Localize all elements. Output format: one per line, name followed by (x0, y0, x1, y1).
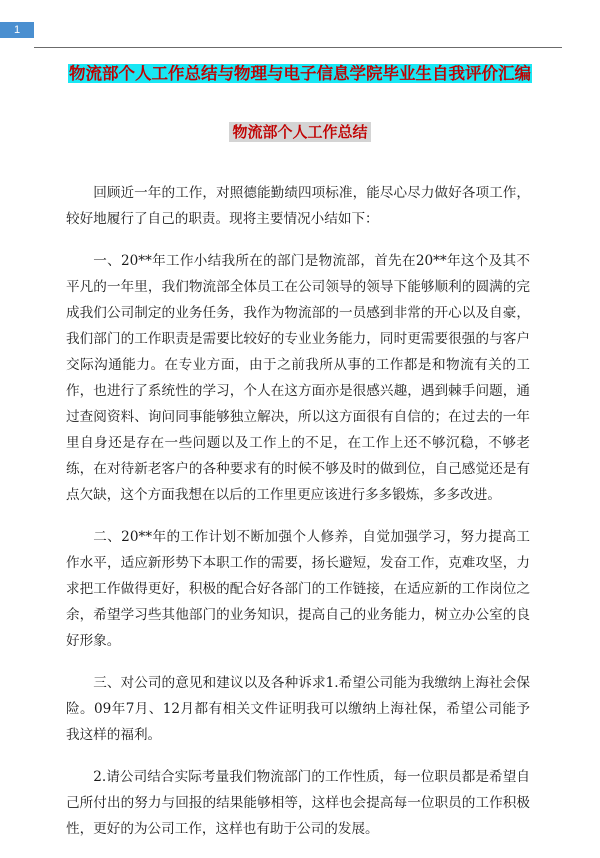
section-title (0, 122, 600, 142)
paragraph-plan: 二、20**年的工作计划不断加强个人修养，自觉加强学习，努力提高工作水平，适应新形势下本职工作的需要，扬长避短，发奋工作，克难攻坚，力求把工作做得更好，积极的配合好各部门的工作链接，在适应新的工作岗位之余，希望学习些其他部门的业务知识，提高自己的业务能力，树立办公室的良好形象。 (66, 529, 530, 649)
paragraph-summary: 一、20**年工作小结我所在的部门是物流部，首先在20**年这个及其不平凡的一年里，我们物流部全体员工在公司领导的领导下能够顺利的圆满的完成我们公司制定的业务任务，我作为物流部的一员感到非常的开心以及自豪，我们部门的工作职责是需要比较好的专业业务能力，同时更需要很强的与客户交际沟通能力。在专业方面，由于之前我所从事的工作都是和物流有关的工作，也进行了系统性的学习，个人在这方面亦是很感兴趣，遇到棘手问题，通过查阅资料、询问同事能够独立解决，所以这方面很有自信的；在过去的一年里自身还是存在一些问题以及工作上的不足，在工作上还不够沉稳，不够老练，在对待新老客户的各种要求有的时候不够及时的做到位，自己感觉还是有点欠缺，这个方面我想在以后的工作里更应该进行多多锻炼，多多改进。 (66, 253, 530, 503)
section-title-text: 物流部个人工作总结 (229, 122, 370, 142)
body-text (66, 180, 530, 858)
page-number-tab: 1 (0, 22, 34, 38)
paragraph-intro: 回顾近一年的工作，对照德能勤绩四项标准，能尽心尽力做好各项工作，较好地履行了自己的职责。现将主要情况小结如下： (66, 185, 530, 227)
paragraph-suggestions-2: 2.请公司结合实际考量我们物流部门的工作性质，每一位职员都是希望自己所付出的努力与回报的结果能够相等，这样也会提高每一位职员的工作积极性，更好的为公司工作，这样也有助于公司的发展。 (66, 769, 530, 837)
header-rule (34, 47, 562, 48)
document-title (0, 63, 600, 85)
document-title-text: 物流部个人工作总结与物理与电子信息学院毕业生自我评价汇编 (69, 64, 531, 83)
paragraph-suggestions-1: 三、对公司的意见和建议以及各种诉求1.希望公司能为我缴纳上海社会保险。09年7月、12月都有相关文件证明我可以缴纳上海社保，希望公司能予我这样的福利。 (66, 675, 530, 743)
